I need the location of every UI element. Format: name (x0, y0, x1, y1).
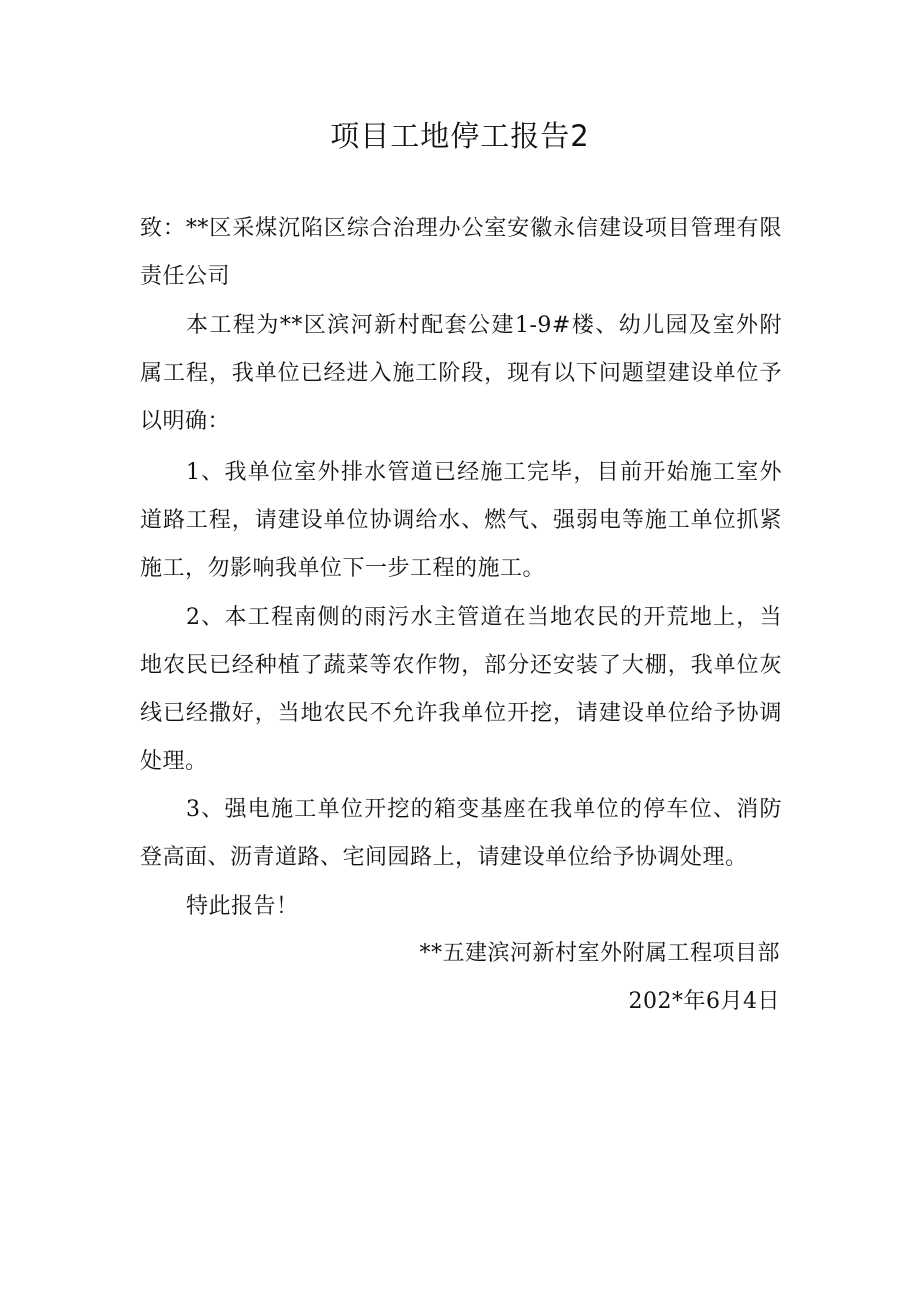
intro-paragraph: 本工程为**区滨河新村配套公建1-9#楼、幼儿园及室外附属工程，我单位已经进入施工阶段，现有以下问题望建设单位予以明确： (140, 313, 782, 434)
document-title: 项目工地停工报告2 (330, 119, 590, 153)
item-1-paragraph: 1、我单位室外排水管道已经施工完毕，目前开始施工室外道路工程，请建设单位协调给水、燃气、强弱电等施工单位抓紧施工，勿影响我单位下一步工程的施工。 (140, 460, 782, 581)
salutation: 致：**区采煤沉陷区综合治理办公室安徽永信建设项目管理有限责任公司 (140, 216, 782, 289)
closing-line: 特此报告！ (186, 894, 299, 919)
date-line: 202*年6月4日 (628, 989, 780, 1014)
item-3-paragraph: 3、强电施工单位开挖的箱变基座在我单位的停车位、消防登高面、沥青道路、宅间园路上，请建设单位给予协调处理。 (140, 797, 782, 870)
item-2-paragraph: 2、本工程南侧的雨污水主管道在当地农民的开荒地上，当地农民已经种植了蔬菜等农作物，部分还安装了大棚，我单位灰线已经撒好，当地农民不允许我单位开挖，请建设单位给予协调处理。 (140, 605, 782, 774)
signature-line: **五建滨河新村室外附属工程项目部 (419, 941, 780, 966)
